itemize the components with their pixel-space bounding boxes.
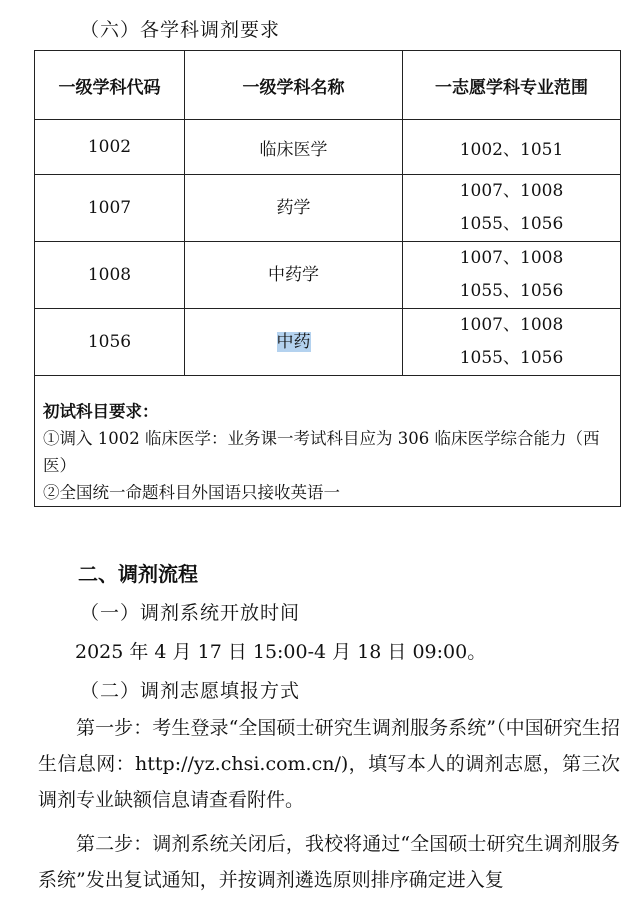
- range-line: 1055、1056: [459, 348, 564, 368]
- header-name: 一级学科名称: [185, 51, 403, 120]
- requirement-line: ①调入 1002 临床医学：业务课一考试科目应为 306 临床医学综合能力（西医）: [43, 429, 600, 475]
- open-time-text: 2025 年 4 月 17 日 15:00-4 月 18 日 09:00。: [75, 641, 487, 663]
- subheading: （二）调剂志愿填报方式: [80, 680, 301, 702]
- range-line: 1055、1056: [459, 214, 564, 234]
- range-line: 1007、1008: [459, 181, 564, 201]
- cell-code: 1008: [35, 242, 185, 309]
- cell-name: 临床医学: [185, 120, 403, 175]
- table-row: [35, 242, 621, 309]
- adjustment-requirements-table: [34, 50, 621, 507]
- range-line: 1002、1051: [459, 139, 564, 160]
- selected-text[interactable]: 中药: [276, 331, 311, 352]
- step-one-paragraph: 第一步：考生登录“全国硕士研究生调剂服务系统”（中国研究生招生信息网：http://yz.chsi.com.cn/)，填写本人的调剂志愿，第三次调剂专业缺额信息请查看附件。: [38, 717, 620, 811]
- section-heading: 二、调剂流程: [78, 562, 198, 586]
- cell-range: [403, 309, 621, 376]
- cell-range: [403, 120, 621, 175]
- step-two-paragraph: 第二步：调剂系统关闭后，我校将通过“全国硕士研究生调剂服务系统”发出复试通知，并按调剂遴选原则排序确定进入复: [38, 833, 620, 891]
- table-row: [35, 175, 621, 242]
- section-title: （六）各学科调剂要求: [80, 19, 281, 41]
- range-line: 1007、1008: [459, 315, 564, 335]
- cell-code: 1002: [35, 120, 185, 175]
- cell-code: 1007: [35, 175, 185, 242]
- requirement-line: ②全国统一命题科目外国语只接收英语一: [43, 483, 340, 502]
- table-header-row: [35, 51, 621, 120]
- table-row: [35, 120, 621, 175]
- range-line: 1055、1056: [459, 281, 564, 301]
- header-range: 一志愿学科专业范围: [403, 51, 621, 120]
- cell-name: 中药学: [185, 242, 403, 309]
- cell-range: [403, 175, 621, 242]
- requirements-row: [35, 376, 621, 507]
- cell-name: 药学: [185, 175, 403, 242]
- header-code: 一级学科代码: [35, 51, 185, 120]
- requirements-cell: [35, 376, 621, 507]
- range-line: 1007、1008: [459, 248, 564, 268]
- subheading: （一）调剂系统开放时间: [80, 602, 301, 624]
- cell-name: [185, 309, 403, 376]
- table-row: [35, 309, 621, 376]
- requirements-title: 初试科目要求：: [43, 402, 159, 421]
- cell-code: 1056: [35, 309, 185, 376]
- cell-range: [403, 242, 621, 309]
